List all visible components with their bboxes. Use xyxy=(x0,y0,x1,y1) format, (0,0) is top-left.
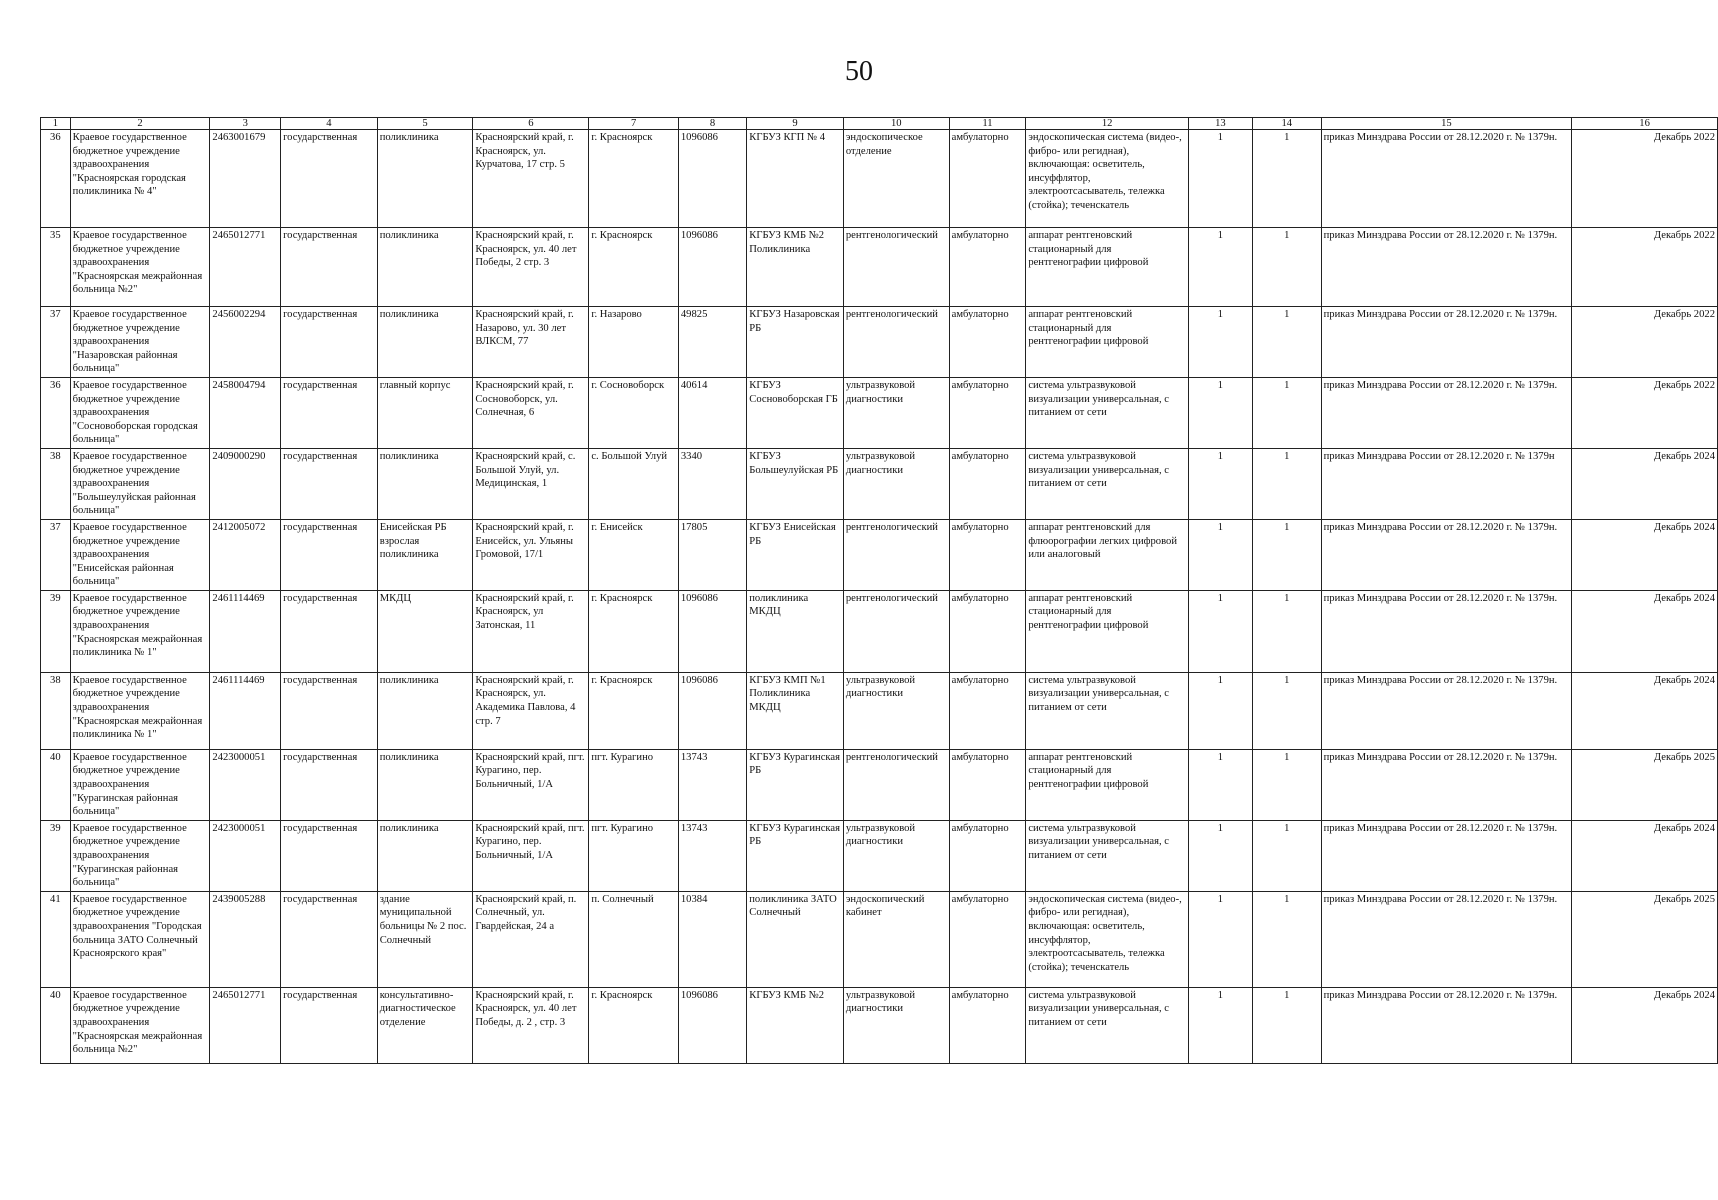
cell-inn: 2461114469 xyxy=(210,672,281,749)
cell-legal-basis: приказ Минздрава России от 28.12.2020 г. № 1379н. xyxy=(1321,749,1572,820)
cell-ownership-form: государственная xyxy=(281,130,378,228)
cell-department: рентгенологический xyxy=(843,307,949,378)
cell-settlement: п. Солнечный xyxy=(589,891,679,987)
cell-subdivision: КГБУЗ КМП №1 Поликлиника МКДЦ xyxy=(747,672,844,749)
cell-care-conditions: амбулаторно xyxy=(949,130,1026,228)
column-header: 8 xyxy=(678,118,746,130)
cell-deadline: Декабрь 2022 xyxy=(1572,228,1718,307)
cell-settlement: пгт. Курагино xyxy=(589,749,679,820)
cell-inn: 2423000051 xyxy=(210,820,281,891)
cell-care-conditions: амбулаторно xyxy=(949,672,1026,749)
cell-deadline: Декабрь 2025 xyxy=(1572,891,1718,987)
column-header: 13 xyxy=(1188,118,1252,130)
cell-subdivision: КГБУЗ Курагинская РБ xyxy=(747,749,844,820)
cell-settlement: г. Красноярск xyxy=(589,590,679,672)
cell-deadline: Декабрь 2024 xyxy=(1572,590,1718,672)
cell-care-conditions: амбулаторно xyxy=(949,590,1026,672)
cell-department: ультразвуковой диагностики xyxy=(843,987,949,1063)
cell-quantity-needed: 1 xyxy=(1188,891,1252,987)
equipment-table xyxy=(40,117,1718,1064)
cell-row-number: 35 xyxy=(41,228,71,307)
cell-subdivision: КГБУЗ Сосновоборская ГБ xyxy=(747,377,844,448)
cell-legal-basis: приказ Минздрава России от 28.12.2020 г. № 1379н. xyxy=(1321,820,1572,891)
page-number: 50 xyxy=(845,56,873,87)
cell-inn: 2458004794 xyxy=(210,377,281,448)
column-header: 1 xyxy=(41,118,71,130)
column-header: 15 xyxy=(1321,118,1572,130)
cell-quantity-planned: 1 xyxy=(1252,749,1321,820)
cell-inn: 2465012771 xyxy=(210,987,281,1063)
cell-quantity-needed: 1 xyxy=(1188,448,1252,519)
cell-address: Красноярский край, г. Сосновоборск, ул. Солнечная, 6 xyxy=(473,377,589,448)
cell-institution-name: Краевое государственное бюджетное учреждение здравоохранения "Городская больница ЗАТО Солнечный Красноярского края" xyxy=(70,891,210,987)
cell-legal-basis: приказ Минздрава России от 28.12.2020 г. № 1379н. xyxy=(1321,987,1572,1063)
table-row xyxy=(41,891,1718,987)
cell-population: 40614 xyxy=(678,377,746,448)
cell-deadline: Декабрь 2022 xyxy=(1572,130,1718,228)
cell-quantity-needed: 1 xyxy=(1188,519,1252,590)
cell-population: 1096086 xyxy=(678,590,746,672)
cell-population: 10384 xyxy=(678,891,746,987)
cell-deadline: Декабрь 2024 xyxy=(1572,519,1718,590)
cell-quantity-needed: 1 xyxy=(1188,228,1252,307)
table-row xyxy=(41,590,1718,672)
column-header: 6 xyxy=(473,118,589,130)
cell-address: Красноярский край, с. Большой Улуй, ул. Медицинская, 1 xyxy=(473,448,589,519)
cell-row-number: 37 xyxy=(41,307,71,378)
cell-quantity-planned: 1 xyxy=(1252,820,1321,891)
cell-population: 49825 xyxy=(678,307,746,378)
cell-population: 1096086 xyxy=(678,130,746,228)
table-row xyxy=(41,448,1718,519)
cell-legal-basis: приказ Минздрава России от 28.12.2020 г. № 1379н. xyxy=(1321,891,1572,987)
cell-subdivision: КГБУЗ Енисейская РБ xyxy=(747,519,844,590)
cell-institution-name: Краевое государственное бюджетное учреждение здравоохранения "Большеулуйская районная больница" xyxy=(70,448,210,519)
cell-subdivision: поликлиника ЗАТО Солнечный xyxy=(747,891,844,987)
cell-population: 3340 xyxy=(678,448,746,519)
cell-institution-name: Краевое государственное бюджетное учреждение здравоохранения "Сосновоборская городская больница" xyxy=(70,377,210,448)
cell-equipment-type: аппарат рентгеновский стационарный для рентгенографии цифровой xyxy=(1026,228,1189,307)
cell-population: 13743 xyxy=(678,749,746,820)
column-header: 5 xyxy=(377,118,473,130)
cell-row-number: 41 xyxy=(41,891,71,987)
cell-settlement: г. Красноярск xyxy=(589,228,679,307)
cell-quantity-planned: 1 xyxy=(1252,448,1321,519)
table-row xyxy=(41,672,1718,749)
table-row xyxy=(41,228,1718,307)
cell-subdivision: КГБУЗ Назаровская РБ xyxy=(747,307,844,378)
cell-address: Красноярский край, п. Солнечный, ул. Гвардейская, 24 а xyxy=(473,891,589,987)
cell-care-conditions: амбулаторно xyxy=(949,307,1026,378)
cell-care-conditions: амбулаторно xyxy=(949,749,1026,820)
cell-row-number: 40 xyxy=(41,749,71,820)
cell-quantity-planned: 1 xyxy=(1252,519,1321,590)
cell-population: 17805 xyxy=(678,519,746,590)
cell-care-conditions: амбулаторно xyxy=(949,891,1026,987)
cell-deadline: Декабрь 2022 xyxy=(1572,307,1718,378)
cell-care-conditions: амбулаторно xyxy=(949,987,1026,1063)
cell-equipment-type: аппарат рентгеновский стационарный для рентгенографии цифровой xyxy=(1026,590,1189,672)
table-body xyxy=(41,118,1718,1064)
cell-population: 1096086 xyxy=(678,228,746,307)
cell-quantity-needed: 1 xyxy=(1188,377,1252,448)
cell-subdivision: поликлиника МКДЦ xyxy=(747,590,844,672)
cell-department: эндоскопическое отделение xyxy=(843,130,949,228)
column-header: 12 xyxy=(1026,118,1189,130)
cell-building: поликлиника xyxy=(377,228,473,307)
cell-institution-name: Краевое государственное бюджетное учреждение здравоохранения "Красноярская межрайонная поликлиника № 1" xyxy=(70,672,210,749)
cell-row-number: 36 xyxy=(41,130,71,228)
cell-department: рентгенологический xyxy=(843,749,949,820)
cell-quantity-needed: 1 xyxy=(1188,987,1252,1063)
cell-settlement: г. Красноярск xyxy=(589,130,679,228)
cell-quantity-planned: 1 xyxy=(1252,590,1321,672)
cell-row-number: 39 xyxy=(41,590,71,672)
cell-inn: 2423000051 xyxy=(210,749,281,820)
cell-ownership-form: государственная xyxy=(281,891,378,987)
cell-quantity-planned: 1 xyxy=(1252,891,1321,987)
cell-building: МКДЦ xyxy=(377,590,473,672)
cell-institution-name: Краевое государственное бюджетное учреждение здравоохранения "Красноярская межрайонная поликлиника № 1" xyxy=(70,590,210,672)
cell-legal-basis: приказ Минздрава России от 28.12.2020 г. № 1379н. xyxy=(1321,307,1572,378)
cell-address: Красноярский край, г. Красноярск, ул Затонская, 11 xyxy=(473,590,589,672)
cell-equipment-type: аппарат рентгеновский стационарный для рентгенографии цифровой xyxy=(1026,307,1189,378)
cell-legal-basis: приказ Минздрава России от 28.12.2020 г. № 1379н. xyxy=(1321,672,1572,749)
table-row xyxy=(41,987,1718,1063)
cell-building: поликлиника xyxy=(377,672,473,749)
column-header: 4 xyxy=(281,118,378,130)
cell-department: ультразвуковой диагностики xyxy=(843,448,949,519)
cell-quantity-planned: 1 xyxy=(1252,130,1321,228)
cell-inn: 2456002294 xyxy=(210,307,281,378)
table-row xyxy=(41,130,1718,228)
cell-legal-basis: приказ Минздрава России от 28.12.2020 г. № 1379н. xyxy=(1321,130,1572,228)
cell-row-number: 40 xyxy=(41,987,71,1063)
cell-legal-basis: приказ Минздрава России от 28.12.2020 г. № 1379н xyxy=(1321,448,1572,519)
cell-institution-name: Краевое государственное бюджетное учреждение здравоохранения "Красноярская городская поликлиника № 4" xyxy=(70,130,210,228)
cell-care-conditions: амбулаторно xyxy=(949,228,1026,307)
cell-building: консультативно-диагностическое отделение xyxy=(377,987,473,1063)
cell-row-number: 37 xyxy=(41,519,71,590)
cell-row-number: 39 xyxy=(41,820,71,891)
cell-department: ультразвуковой диагностики xyxy=(843,377,949,448)
cell-building: поликлиника xyxy=(377,130,473,228)
cell-subdivision: КГБУЗ КМБ №2 Поликлиника xyxy=(747,228,844,307)
cell-building: Енисейская РБ взрослая поликлиника xyxy=(377,519,473,590)
cell-inn: 2409000290 xyxy=(210,448,281,519)
cell-ownership-form: государственная xyxy=(281,448,378,519)
table-row xyxy=(41,377,1718,448)
cell-legal-basis: приказ Минздрава России от 28.12.2020 г. № 1379н. xyxy=(1321,228,1572,307)
cell-quantity-planned: 1 xyxy=(1252,672,1321,749)
cell-subdivision: КГБУЗ КГП № 4 xyxy=(747,130,844,228)
cell-address: Красноярский край, г. Красноярск, ул. Курчатова, 17 стр. 5 xyxy=(473,130,589,228)
cell-inn: 2439005288 xyxy=(210,891,281,987)
cell-address: Красноярский край, г. Енисейск, ул. Ульяны Громовой, 17/1 xyxy=(473,519,589,590)
cell-equipment-type: система ультразвуковой визуализации универсальная, с питанием от сети xyxy=(1026,987,1189,1063)
cell-department: ультразвуковой диагностики xyxy=(843,672,949,749)
cell-quantity-needed: 1 xyxy=(1188,130,1252,228)
cell-quantity-needed: 1 xyxy=(1188,820,1252,891)
cell-settlement: г. Назарово xyxy=(589,307,679,378)
cell-inn: 2461114469 xyxy=(210,590,281,672)
table-row xyxy=(41,519,1718,590)
cell-deadline: Декабрь 2025 xyxy=(1572,749,1718,820)
cell-settlement: с. Большой Улуй xyxy=(589,448,679,519)
cell-department: рентгенологический xyxy=(843,519,949,590)
cell-quantity-needed: 1 xyxy=(1188,590,1252,672)
column-header: 16 xyxy=(1572,118,1718,130)
cell-row-number: 36 xyxy=(41,377,71,448)
cell-quantity-planned: 1 xyxy=(1252,228,1321,307)
cell-department: рентгенологический xyxy=(843,590,949,672)
cell-institution-name: Краевое государственное бюджетное учреждение здравоохранения "Назаровская районная больница" xyxy=(70,307,210,378)
cell-building: здание муниципальной больницы № 2 пос. Солнечный xyxy=(377,891,473,987)
cell-deadline: Декабрь 2024 xyxy=(1572,448,1718,519)
cell-subdivision: КГБУЗ Большеулуйская РБ xyxy=(747,448,844,519)
column-header: 14 xyxy=(1252,118,1321,130)
cell-ownership-form: государственная xyxy=(281,672,378,749)
cell-legal-basis: приказ Минздрава России от 28.12.2020 г. № 1379н. xyxy=(1321,590,1572,672)
cell-quantity-needed: 1 xyxy=(1188,749,1252,820)
cell-ownership-form: государственная xyxy=(281,749,378,820)
table-row xyxy=(41,307,1718,378)
cell-ownership-form: государственная xyxy=(281,519,378,590)
cell-address: Красноярский край, г. Красноярск, ул. Академика Павлова, 4 стр. 7 xyxy=(473,672,589,749)
cell-care-conditions: амбулаторно xyxy=(949,820,1026,891)
cell-population: 13743 xyxy=(678,820,746,891)
cell-ownership-form: государственная xyxy=(281,377,378,448)
cell-ownership-form: государственная xyxy=(281,590,378,672)
cell-equipment-type: система ультразвуковой визуализации универсальная, с питанием от сети xyxy=(1026,377,1189,448)
cell-settlement: г. Енисейск xyxy=(589,519,679,590)
cell-building: поликлиника xyxy=(377,820,473,891)
cell-address: Красноярский край, пгт. Курагино, пер. Больничный, 1/А xyxy=(473,820,589,891)
cell-equipment-type: эндоскопическая система (видео-, фибро- или регидная), включающая: осветитель, инсуффлятор, электроотсасыватель, тележка (стойка); теченскатель xyxy=(1026,891,1189,987)
cell-ownership-form: государственная xyxy=(281,987,378,1063)
cell-settlement: г. Сосновоборск xyxy=(589,377,679,448)
cell-care-conditions: амбулаторно xyxy=(949,448,1026,519)
cell-settlement: г. Красноярск xyxy=(589,987,679,1063)
cell-settlement: г. Красноярск xyxy=(589,672,679,749)
cell-deadline: Декабрь 2024 xyxy=(1572,820,1718,891)
cell-legal-basis: приказ Минздрава России от 28.12.2020 г. № 1379н. xyxy=(1321,377,1572,448)
cell-ownership-form: государственная xyxy=(281,820,378,891)
cell-subdivision: КГБУЗ КМБ №2 xyxy=(747,987,844,1063)
table-row xyxy=(41,820,1718,891)
column-header: 9 xyxy=(747,118,844,130)
cell-equipment-type: система ультразвуковой визуализации универсальная, с питанием от сети xyxy=(1026,672,1189,749)
cell-institution-name: Краевое государственное бюджетное учреждение здравоохранения "Красноярская межрайонная больница №2" xyxy=(70,228,210,307)
cell-deadline: Декабрь 2024 xyxy=(1572,672,1718,749)
cell-building: поликлиника xyxy=(377,307,473,378)
cell-subdivision: КГБУЗ Курагинская РБ xyxy=(747,820,844,891)
cell-building: поликлиника xyxy=(377,749,473,820)
cell-address: Красноярский край, пгт. Курагино, пер. Больничный, 1/А xyxy=(473,749,589,820)
cell-quantity-planned: 1 xyxy=(1252,377,1321,448)
cell-equipment-type: эндоскопическая система (видео-, фибро- или регидная), включающая: осветитель, инсуффлятор, электроотсасыватель, тележка (стойка); теченскатель xyxy=(1026,130,1189,228)
cell-ownership-form: государственная xyxy=(281,307,378,378)
column-header: 3 xyxy=(210,118,281,130)
cell-quantity-planned: 1 xyxy=(1252,987,1321,1063)
cell-population: 1096086 xyxy=(678,672,746,749)
cell-department: ультразвуковой диагностики xyxy=(843,820,949,891)
column-header: 2 xyxy=(70,118,210,130)
cell-department: эндоскопический кабинет xyxy=(843,891,949,987)
cell-institution-name: Краевое государственное бюджетное учреждение здравоохранения "Курагинская районная больница" xyxy=(70,749,210,820)
cell-equipment-type: система ультразвуковой визуализации универсальная, с питанием от сети xyxy=(1026,820,1189,891)
cell-address: Красноярский край, г. Назарово, ул. 30 лет ВЛКСМ, 77 xyxy=(473,307,589,378)
cell-address: Красноярский край, г. Красноярск, ул. 40 лет Победы, д. 2 , стр. 3 xyxy=(473,987,589,1063)
column-header: 7 xyxy=(589,118,679,130)
cell-quantity-planned: 1 xyxy=(1252,307,1321,378)
cell-care-conditions: амбулаторно xyxy=(949,519,1026,590)
cell-quantity-needed: 1 xyxy=(1188,307,1252,378)
cell-institution-name: Краевое государственное бюджетное учреждение здравоохранения "Красноярская межрайонная больница №2" xyxy=(70,987,210,1063)
cell-row-number: 38 xyxy=(41,672,71,749)
cell-equipment-type: система ультразвуковой визуализации универсальная, с питанием от сети xyxy=(1026,448,1189,519)
cell-quantity-needed: 1 xyxy=(1188,672,1252,749)
column-header: 11 xyxy=(949,118,1026,130)
cell-equipment-type: аппарат рентгеновский стационарный для рентгенографии цифровой xyxy=(1026,749,1189,820)
cell-row-number: 38 xyxy=(41,448,71,519)
column-number-row xyxy=(41,118,1718,130)
column-header: 10 xyxy=(843,118,949,130)
cell-inn: 2412005072 xyxy=(210,519,281,590)
table-row xyxy=(41,749,1718,820)
cell-address: Красноярский край, г. Красноярск, ул. 40 лет Победы, 2 стр. 3 xyxy=(473,228,589,307)
cell-department: рентгенологический xyxy=(843,228,949,307)
cell-legal-basis: приказ Минздрава России от 28.12.2020 г. № 1379н. xyxy=(1321,519,1572,590)
cell-inn: 2463001679 xyxy=(210,130,281,228)
cell-institution-name: Краевое государственное бюджетное учреждение здравоохранения "Енисейская районная больница" xyxy=(70,519,210,590)
cell-inn: 2465012771 xyxy=(210,228,281,307)
cell-institution-name: Краевое государственное бюджетное учреждение здравоохранения "Курагинская районная больница" xyxy=(70,820,210,891)
cell-deadline: Декабрь 2022 xyxy=(1572,377,1718,448)
cell-deadline: Декабрь 2024 xyxy=(1572,987,1718,1063)
cell-settlement: пгт. Курагино xyxy=(589,820,679,891)
cell-ownership-form: государственная xyxy=(281,228,378,307)
cell-building: главный корпус xyxy=(377,377,473,448)
cell-building: поликлиника xyxy=(377,448,473,519)
cell-equipment-type: аппарат рентгеновский для флюорографии легких цифровой или аналоговый xyxy=(1026,519,1189,590)
cell-population: 1096086 xyxy=(678,987,746,1063)
cell-care-conditions: амбулаторно xyxy=(949,377,1026,448)
